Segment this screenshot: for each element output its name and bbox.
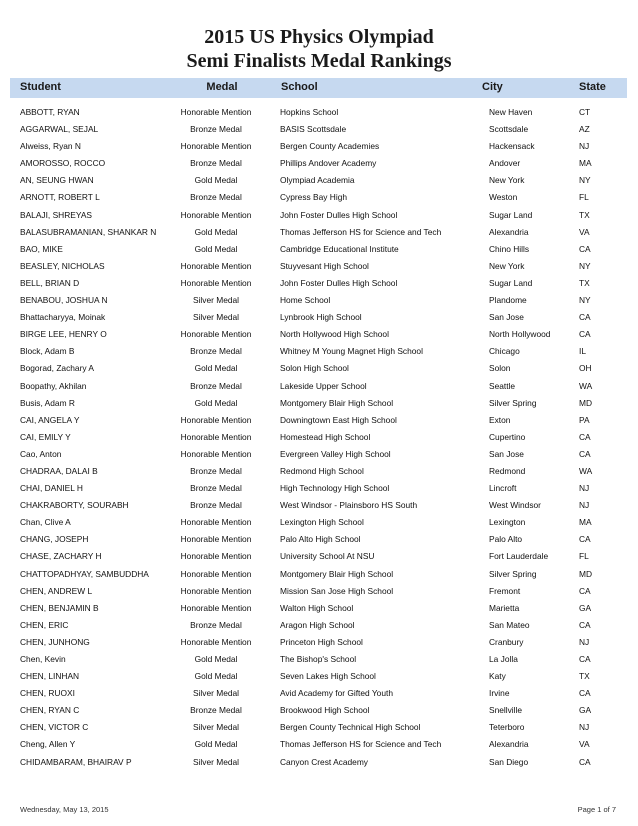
table-row bbox=[10, 104, 627, 121]
cell-medal: Bronze Medal bbox=[190, 619, 242, 630]
cell-city: San Diego bbox=[489, 756, 529, 767]
table-row bbox=[10, 241, 627, 258]
cell-student: CHEN, ERIC bbox=[20, 619, 69, 630]
cell-city: Chino Hills bbox=[489, 243, 530, 254]
table-row bbox=[10, 412, 627, 429]
cell-student: CHADRAA, DALAI B bbox=[20, 465, 98, 476]
header-state: State bbox=[579, 81, 606, 93]
cell-medal: Gold Medal bbox=[194, 671, 238, 682]
cell-state: NJ bbox=[579, 500, 590, 511]
cell-state: NJ bbox=[579, 636, 590, 647]
header-city: City bbox=[482, 81, 503, 93]
cell-state: MD bbox=[579, 568, 593, 579]
table-row bbox=[10, 309, 627, 326]
cell-student: Bogorad, Zachary A bbox=[20, 363, 95, 374]
cell-city: Teterboro bbox=[489, 722, 525, 733]
cell-school: Aragon High School bbox=[280, 619, 355, 630]
cell-city: Redmond bbox=[489, 465, 526, 476]
cell-state: GA bbox=[579, 602, 592, 613]
cell-student: BENABOU, JOSHUA N bbox=[20, 295, 108, 306]
table-row bbox=[10, 275, 627, 292]
cell-state: CA bbox=[579, 534, 591, 545]
cell-city: Marietta bbox=[489, 602, 520, 613]
cell-school: Thomas Jefferson HS for Science and Tech bbox=[280, 739, 442, 750]
cell-student: BALAJI, SHREYAS bbox=[20, 209, 92, 220]
cell-state: CA bbox=[579, 756, 591, 767]
cell-state: NJ bbox=[579, 722, 590, 733]
cell-state: IL bbox=[579, 346, 586, 357]
cell-medal: Honorable Mention bbox=[180, 585, 252, 596]
cell-student: Chan, Clive A bbox=[20, 517, 71, 528]
cell-medal: Honorable Mention bbox=[180, 602, 252, 613]
cell-student: Chen, Kevin bbox=[20, 654, 66, 664]
cell-school: Bergen County Technical High School bbox=[280, 722, 421, 733]
cell-medal: Honorable Mention bbox=[180, 517, 252, 528]
table-row bbox=[10, 224, 627, 241]
table-row bbox=[10, 360, 627, 377]
cell-student: CAI, ANGELA Y bbox=[20, 414, 80, 425]
cell-state: CA bbox=[579, 654, 591, 664]
cell-school: Thomas Jefferson HS for Science and Tech bbox=[280, 226, 442, 237]
cell-school: Home School bbox=[280, 295, 331, 306]
table-row bbox=[10, 548, 627, 565]
cell-student: Cao, Anton bbox=[20, 448, 62, 459]
cell-city: Snellville bbox=[489, 705, 523, 716]
cell-student: Alweiss, Ryan N bbox=[20, 141, 81, 152]
table-row bbox=[10, 685, 627, 702]
cell-medal: Bronze Medal bbox=[190, 465, 242, 476]
cell-student: BELL, BRIAN D bbox=[20, 277, 80, 288]
cell-city: San Mateo bbox=[489, 619, 530, 630]
table-row bbox=[10, 463, 627, 480]
table-row bbox=[10, 531, 627, 548]
cell-city: New York bbox=[489, 175, 525, 186]
cell-student: CHEN, RUOXI bbox=[20, 688, 75, 699]
cell-medal: Bronze Medal bbox=[190, 380, 242, 391]
cell-school: Downingtown East High School bbox=[280, 414, 397, 425]
cell-medal: Bronze Medal bbox=[190, 705, 242, 716]
cell-city: Lexington bbox=[489, 517, 526, 528]
table-row bbox=[10, 207, 627, 224]
cell-medal: Honorable Mention bbox=[180, 636, 252, 647]
cell-city: New York bbox=[489, 260, 525, 271]
cell-city: San Jose bbox=[489, 312, 524, 323]
document-subtitle: Semi Finalists Medal Rankings bbox=[186, 50, 452, 72]
cell-medal: Honorable Mention bbox=[180, 107, 252, 117]
table-header bbox=[10, 78, 627, 98]
cell-state: NJ bbox=[579, 483, 590, 494]
cell-student: CHAKRABORTY, SOURABH bbox=[20, 500, 129, 511]
cell-city: Exton bbox=[489, 414, 511, 425]
cell-state: CA bbox=[579, 312, 591, 323]
cell-state: CA bbox=[579, 431, 591, 442]
cell-school: Princeton High School bbox=[280, 636, 363, 647]
table-row bbox=[10, 155, 627, 172]
cell-student: Block, Adam B bbox=[20, 346, 75, 357]
cell-school: North Hollywood High School bbox=[280, 329, 389, 340]
cell-city: Alexandria bbox=[489, 739, 529, 750]
cell-state: CA bbox=[579, 585, 591, 596]
cell-medal: Gold Medal bbox=[194, 243, 238, 254]
cell-school: John Foster Dulles High School bbox=[280, 209, 398, 220]
cell-medal: Bronze Medal bbox=[190, 192, 242, 203]
cell-student: AMOROSSO, ROCCO bbox=[20, 158, 106, 169]
cell-state: CA bbox=[579, 448, 591, 459]
cell-school: Montgomery Blair High School bbox=[280, 568, 394, 579]
cell-state: NY bbox=[579, 175, 591, 186]
cell-city: Weston bbox=[489, 192, 518, 203]
cell-student: CHEN, BENJAMIN B bbox=[20, 602, 99, 613]
cell-student: CHASE, ZACHARY H bbox=[20, 551, 102, 562]
cell-school: Walton High School bbox=[280, 602, 354, 613]
cell-state: TX bbox=[579, 671, 590, 682]
cell-school: Montgomery Blair High School bbox=[280, 397, 394, 408]
table-row bbox=[10, 566, 627, 583]
cell-school: Whitney M Young Magnet High School bbox=[280, 346, 423, 357]
cell-medal: Gold Medal bbox=[194, 226, 238, 237]
cell-student: CHEN, LINHAN bbox=[20, 671, 80, 682]
cell-state: CA bbox=[579, 329, 591, 340]
cell-state: FL bbox=[579, 551, 589, 562]
cell-student: Cheng, Allen Y bbox=[20, 739, 76, 750]
cell-state: WA bbox=[579, 380, 593, 391]
cell-school: Phillips Andover Academy bbox=[280, 158, 377, 169]
table-row bbox=[10, 754, 627, 771]
cell-student: Busis, Adam R bbox=[20, 397, 75, 408]
cell-school: Lexington High School bbox=[280, 517, 364, 528]
cell-medal: Gold Medal bbox=[194, 739, 238, 750]
cell-school: Lakeside Upper School bbox=[280, 380, 367, 391]
cell-medal: Bronze Medal bbox=[190, 483, 242, 494]
cell-medal: Silver Medal bbox=[192, 756, 240, 767]
cell-city: Sugar Land bbox=[489, 277, 533, 288]
table-row bbox=[10, 378, 627, 395]
cell-school: Cambridge Educational Institute bbox=[280, 243, 399, 254]
cell-state: MD bbox=[579, 397, 593, 408]
cell-state: VA bbox=[579, 226, 590, 237]
cell-school: West Windsor - Plainsboro HS South bbox=[280, 500, 418, 511]
cell-medal: Honorable Mention bbox=[180, 209, 252, 220]
cell-medal: Honorable Mention bbox=[180, 277, 252, 288]
table-row bbox=[10, 258, 627, 275]
table-row bbox=[10, 514, 627, 531]
cell-student: BIRGE LEE, HENRY O bbox=[20, 329, 107, 340]
cell-school: John Foster Dulles High School bbox=[280, 277, 398, 288]
cell-student: CHAI, DANIEL H bbox=[20, 483, 83, 494]
cell-city: Plandome bbox=[489, 295, 527, 306]
table-row bbox=[10, 138, 627, 155]
cell-student: Bhattacharyya, Moinak bbox=[20, 312, 106, 323]
cell-school: University School At NSU bbox=[280, 551, 375, 562]
cell-medal: Bronze Medal bbox=[190, 158, 242, 169]
cell-school: Olympiad Academia bbox=[280, 175, 355, 186]
header-student: Student bbox=[20, 81, 61, 93]
cell-city: Palo Alto bbox=[489, 534, 523, 545]
table-row bbox=[10, 292, 627, 309]
cell-medal: Gold Medal bbox=[194, 397, 238, 408]
cell-city: Andover bbox=[489, 158, 521, 169]
cell-student: ABBOTT, RYAN bbox=[20, 107, 80, 117]
cell-school: Evergreen Valley High School bbox=[280, 448, 391, 459]
table-row bbox=[10, 429, 627, 446]
cell-state: NY bbox=[579, 295, 591, 306]
cell-school: Canyon Crest Academy bbox=[280, 756, 368, 767]
cell-medal: Gold Medal bbox=[194, 363, 238, 374]
cell-student: BEASLEY, NICHOLAS bbox=[20, 260, 105, 271]
table-row bbox=[10, 651, 627, 668]
table-row bbox=[10, 172, 627, 189]
cell-student: ARNOTT, ROBERT L bbox=[20, 192, 100, 203]
footer-page-number: Page 1 of 7 bbox=[577, 805, 616, 814]
cell-state: NY bbox=[579, 260, 591, 271]
cell-state: AZ bbox=[579, 124, 590, 135]
table-row bbox=[10, 634, 627, 651]
cell-city: Silver Spring bbox=[489, 397, 537, 408]
cell-school: Solon High School bbox=[280, 363, 349, 374]
cell-student: AGGARWAL, SEJAL bbox=[20, 124, 99, 135]
cell-student: CHANG, JOSEPH bbox=[20, 534, 89, 545]
cell-medal: Gold Medal bbox=[194, 654, 238, 664]
cell-school: Bergen County Academies bbox=[280, 141, 380, 152]
cell-school: Mission San Jose High School bbox=[280, 585, 394, 596]
cell-city: La Jolla bbox=[489, 654, 518, 664]
cell-student: BALASUBRAMANIAN, SHANKAR N bbox=[20, 226, 157, 237]
cell-student: CAI, EMILY Y bbox=[20, 431, 71, 442]
table-row bbox=[10, 480, 627, 497]
cell-state: NJ bbox=[579, 141, 590, 152]
table-row bbox=[10, 617, 627, 634]
cell-student: CHEN, ANDREW L bbox=[20, 585, 93, 596]
table-row bbox=[10, 702, 627, 719]
cell-medal: Honorable Mention bbox=[180, 414, 252, 425]
cell-medal: Silver Medal bbox=[192, 722, 240, 733]
cell-student: BAO, MIKE bbox=[20, 243, 63, 254]
cell-city: Lincroft bbox=[489, 483, 517, 494]
table-row bbox=[10, 343, 627, 360]
cell-city: Cranbury bbox=[489, 636, 524, 647]
header-medal: Medal bbox=[206, 81, 238, 93]
cell-state: MA bbox=[579, 517, 592, 528]
cell-school: Brookwood High School bbox=[280, 705, 370, 716]
cell-medal: Honorable Mention bbox=[180, 534, 252, 545]
cell-state: MA bbox=[579, 158, 592, 169]
cell-medal: Honorable Mention bbox=[180, 431, 252, 442]
cell-state: GA bbox=[579, 705, 592, 716]
table-row bbox=[10, 668, 627, 685]
cell-state: CT bbox=[579, 107, 591, 117]
cell-state: CA bbox=[579, 688, 591, 699]
cell-medal: Bronze Medal bbox=[190, 346, 242, 357]
cell-city: Fremont bbox=[489, 585, 521, 596]
cell-school: Avid Academy for Gifted Youth bbox=[280, 688, 393, 699]
cell-state: PA bbox=[579, 414, 590, 425]
table-row bbox=[10, 583, 627, 600]
table-row bbox=[10, 719, 627, 736]
cell-state: OH bbox=[579, 363, 592, 374]
table-row bbox=[10, 446, 627, 463]
cell-medal: Honorable Mention bbox=[180, 260, 252, 271]
cell-medal: Silver Medal bbox=[192, 688, 240, 699]
cell-city: Katy bbox=[489, 671, 506, 682]
table-row bbox=[10, 326, 627, 343]
cell-student: CHEN, JUNHONG bbox=[20, 636, 90, 647]
document-title: 2015 US Physics Olympiad bbox=[204, 26, 434, 48]
cell-city: Chicago bbox=[489, 346, 520, 357]
cell-city: Hackensack bbox=[489, 141, 535, 152]
cell-school: The Bishop's School bbox=[280, 654, 357, 664]
table-row bbox=[10, 189, 627, 206]
cell-state: FL bbox=[579, 192, 589, 203]
cell-city: Sugar Land bbox=[489, 209, 533, 220]
cell-school: Cypress Bay High bbox=[280, 192, 348, 203]
cell-state: CA bbox=[579, 243, 591, 254]
cell-medal: Gold Medal bbox=[194, 175, 238, 186]
cell-school: Hopkins School bbox=[280, 107, 339, 117]
cell-school: Homestead High School bbox=[280, 431, 371, 442]
cell-city: West Windsor bbox=[489, 500, 541, 511]
cell-city: Alexandria bbox=[489, 226, 529, 237]
cell-school: High Technology High School bbox=[280, 483, 390, 494]
cell-city: Cupertino bbox=[489, 431, 526, 442]
header-school: School bbox=[281, 81, 318, 93]
cell-medal: Honorable Mention bbox=[180, 141, 252, 152]
cell-state: WA bbox=[579, 465, 593, 476]
cell-state: TX bbox=[579, 209, 590, 220]
table-row bbox=[10, 121, 627, 138]
cell-state: VA bbox=[579, 739, 590, 750]
cell-medal: Honorable Mention bbox=[180, 568, 252, 579]
cell-city: San Jose bbox=[489, 448, 524, 459]
cell-student: Boopathy, Akhilan bbox=[20, 380, 87, 391]
cell-city: Irvine bbox=[489, 688, 510, 699]
cell-student: CHATTOPADHYAY, SAMBUDDHA bbox=[20, 568, 149, 579]
cell-medal: Silver Medal bbox=[192, 312, 240, 323]
cell-school: Lynbrook High School bbox=[280, 312, 362, 323]
cell-city: Solon bbox=[489, 363, 511, 374]
cell-student: CHEN, RYAN C bbox=[20, 705, 80, 716]
table-row bbox=[10, 736, 627, 753]
rankings-table bbox=[10, 104, 627, 771]
cell-medal: Bronze Medal bbox=[190, 124, 242, 135]
cell-medal: Bronze Medal bbox=[190, 500, 242, 511]
cell-medal: Silver Medal bbox=[192, 295, 240, 306]
cell-medal: Honorable Mention bbox=[180, 551, 252, 562]
cell-school: Palo Alto High School bbox=[280, 534, 361, 545]
cell-city: Seattle bbox=[489, 380, 516, 391]
footer-date: Wednesday, May 13, 2015 bbox=[20, 805, 109, 814]
cell-school: BASIS Scottsdale bbox=[280, 124, 347, 135]
cell-city: New Haven bbox=[489, 107, 533, 117]
cell-state: CA bbox=[579, 619, 591, 630]
cell-medal: Honorable Mention bbox=[180, 329, 252, 340]
table-row bbox=[10, 497, 627, 514]
table-row bbox=[10, 600, 627, 617]
cell-city: Silver Spring bbox=[489, 568, 537, 579]
cell-medal: Honorable Mention bbox=[180, 448, 252, 459]
cell-city: Scottsdale bbox=[489, 124, 529, 135]
cell-student: AN, SEUNG HWAN bbox=[20, 175, 94, 186]
table-row bbox=[10, 395, 627, 412]
cell-student: CHEN, VICTOR C bbox=[20, 722, 89, 733]
cell-state: TX bbox=[579, 277, 590, 288]
cell-city: North Hollywood bbox=[489, 329, 551, 340]
cell-school: Stuyvesant High School bbox=[280, 260, 369, 271]
cell-student: CHIDAMBARAM, BHAIRAV P bbox=[20, 756, 132, 767]
cell-city: Fort Lauderdale bbox=[489, 551, 549, 562]
cell-school: Redmond High School bbox=[280, 465, 364, 476]
cell-school: Seven Lakes High School bbox=[280, 671, 376, 682]
